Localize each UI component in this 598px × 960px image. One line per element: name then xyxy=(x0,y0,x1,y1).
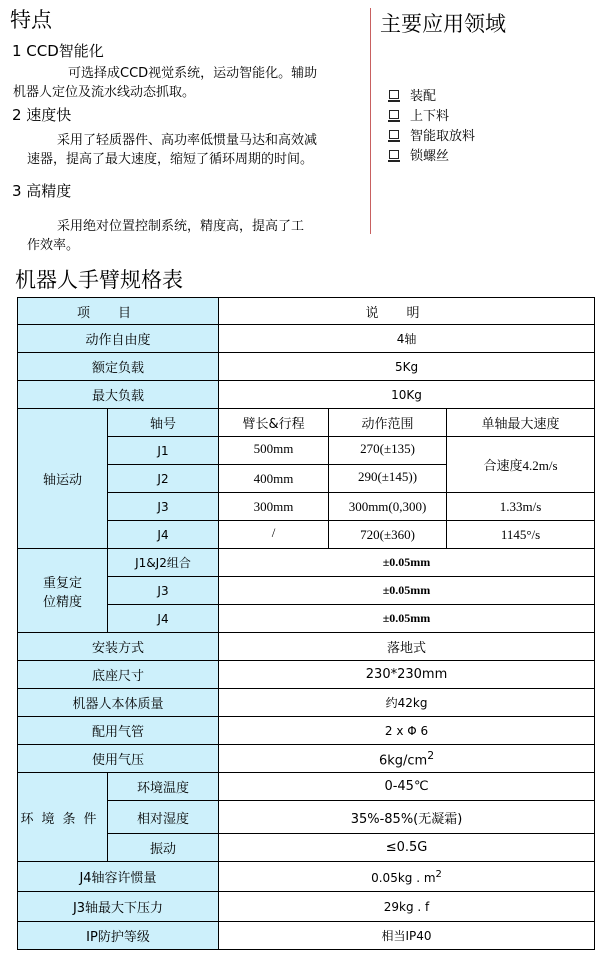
base-size-value: 230*230mm xyxy=(219,661,595,689)
list-item: 装配 xyxy=(389,84,475,104)
feature-text-line: 作效率。 xyxy=(27,238,80,253)
dof-label: 动作自由度 xyxy=(18,325,219,353)
feature-heading-speed: 2 速度快 xyxy=(12,106,72,124)
feature-text-line: 机器人定位及流水线动态抓取。 xyxy=(13,85,196,100)
rated-load-label: 额定负载 xyxy=(18,353,219,381)
axis-name: J3 xyxy=(108,577,219,605)
list-item: 锁螺丝 xyxy=(389,144,475,164)
arm-length: 500mm xyxy=(219,437,329,465)
arm-length: 400mm xyxy=(219,465,329,493)
motion-range: 270(±135) xyxy=(329,437,447,465)
table-row xyxy=(18,549,595,577)
arm-length: 300mm xyxy=(219,493,329,521)
axis-motion-label: 轴运动 xyxy=(18,409,108,549)
table-row xyxy=(18,745,595,773)
axis-name: J1&J2组合 xyxy=(108,549,219,577)
spec-table xyxy=(17,297,595,950)
environment-item: 环境温度 xyxy=(108,773,219,801)
spec-table-title: 机器人手臂规格表 xyxy=(15,268,183,292)
motion-range: 290(±145)) xyxy=(329,465,447,493)
air-pipe-label: 配用气管 xyxy=(18,717,219,745)
applications-list xyxy=(389,84,475,164)
table-row xyxy=(18,892,595,922)
computer-icon xyxy=(389,110,399,119)
mounting-label: 安装方式 xyxy=(18,633,219,661)
table-row xyxy=(18,689,595,717)
range-column-header: 动作范围 xyxy=(329,409,447,437)
table-row xyxy=(18,409,595,437)
feature-text-line: 速器，提高了最大速度，缩短了循环周期的时间。 xyxy=(27,152,314,167)
table-row xyxy=(18,353,595,381)
air-pressure-label: 使用气压 xyxy=(18,745,219,773)
environment-value: ≤0.5G xyxy=(219,834,595,862)
features-title: 特点 xyxy=(10,8,52,32)
computer-icon xyxy=(389,90,399,99)
mounting-value: 落地式 xyxy=(219,633,595,661)
environment-item: 振动 xyxy=(108,834,219,862)
air-pipe-value: 2 x Φ 6 xyxy=(219,717,595,745)
table-row xyxy=(18,661,595,689)
axis-name: J1 xyxy=(108,437,219,465)
computer-icon xyxy=(389,150,399,159)
motion-range: 300mm(0,300) xyxy=(329,493,447,521)
table-row xyxy=(18,633,595,661)
length-column-header: 臂长&行程 xyxy=(219,409,329,437)
robot-mass-label: 机器人本体质量 xyxy=(18,689,219,717)
table-row xyxy=(18,773,595,801)
axis-name: J3 xyxy=(108,493,219,521)
robot-mass-value: 约42kg xyxy=(219,689,595,717)
feature-text-line: 采用绝对位置控制系统，精度高，提高了工 xyxy=(57,219,305,234)
repeatability-value: ±0.05mm xyxy=(219,549,595,577)
combined-speed: 合速度4.2m/s xyxy=(447,437,595,493)
list-item: 智能取放料 xyxy=(389,124,475,144)
environment-value: 0-45℃ xyxy=(219,773,595,801)
base-size-label: 底座尺寸 xyxy=(18,661,219,689)
j3-force-value: 29kg . f xyxy=(219,892,595,922)
air-pressure-value: $6kg/cm^2$ xyxy=(219,745,595,773)
rated-load-value: 5Kg xyxy=(219,353,595,381)
feature-heading-precision: 3 高精度 xyxy=(12,182,72,200)
axis-name: J2 xyxy=(108,465,219,493)
computer-icon xyxy=(389,130,399,139)
axis-speed: 1.33m/s xyxy=(447,493,595,521)
table-header-row xyxy=(18,298,595,325)
feature-text-speed xyxy=(27,131,317,169)
max-load-label: 最大负载 xyxy=(18,381,219,409)
axis-column-header: 轴号 xyxy=(108,409,219,437)
table-row xyxy=(18,717,595,745)
axis-name: J4 xyxy=(108,605,219,633)
table-row xyxy=(18,922,595,950)
feature-text-precision xyxy=(27,217,304,255)
environment-value: 35%-85%(无凝霜) xyxy=(219,801,595,834)
repeatability-label: 重复定 位精度 xyxy=(18,549,108,633)
table-row xyxy=(18,862,595,892)
feature-text-line: 可选择成CCD视觉系统，运动智能化。辅助 xyxy=(68,66,318,81)
arm-length: / xyxy=(219,521,329,549)
dof-value: 4轴 xyxy=(219,325,595,353)
motion-range: 720(±360) xyxy=(329,521,447,549)
applications-title: 主要应用领域 xyxy=(380,12,506,36)
ip-rating-value: 相当IP40 xyxy=(219,922,595,950)
feature-heading-ccd: 1 CCD智能化 xyxy=(12,42,104,60)
table-row xyxy=(18,381,595,409)
max-load-value: 10Kg xyxy=(219,381,595,409)
axis-speed: 1145°/s xyxy=(447,521,595,549)
ip-rating-label: IP防护等级 xyxy=(18,922,219,950)
repeatability-value: ±0.05mm xyxy=(219,605,595,633)
section-divider xyxy=(370,8,371,234)
j3-force-label: J3轴最大下压力 xyxy=(18,892,219,922)
environment-label: 环境条件 xyxy=(18,773,108,862)
speed-column-header: 单轴最大速度 xyxy=(447,409,595,437)
j4-inertia-value: 0.05kg . $m^2$ xyxy=(219,862,595,892)
feature-text-ccd xyxy=(13,64,317,102)
feature-text-line: 采用了轻质器件、高功率低惯量马达和高效减 xyxy=(57,133,318,148)
axis-name: J4 xyxy=(108,521,219,549)
table-row xyxy=(18,325,595,353)
repeatability-value: ±0.05mm xyxy=(219,577,595,605)
list-item: 上下料 xyxy=(389,104,475,124)
j4-inertia-label: J4轴容许惯量 xyxy=(18,862,219,892)
header-description: 说明 xyxy=(219,298,595,325)
environment-item: 相对湿度 xyxy=(108,801,219,834)
header-item: 项目 xyxy=(18,298,219,325)
